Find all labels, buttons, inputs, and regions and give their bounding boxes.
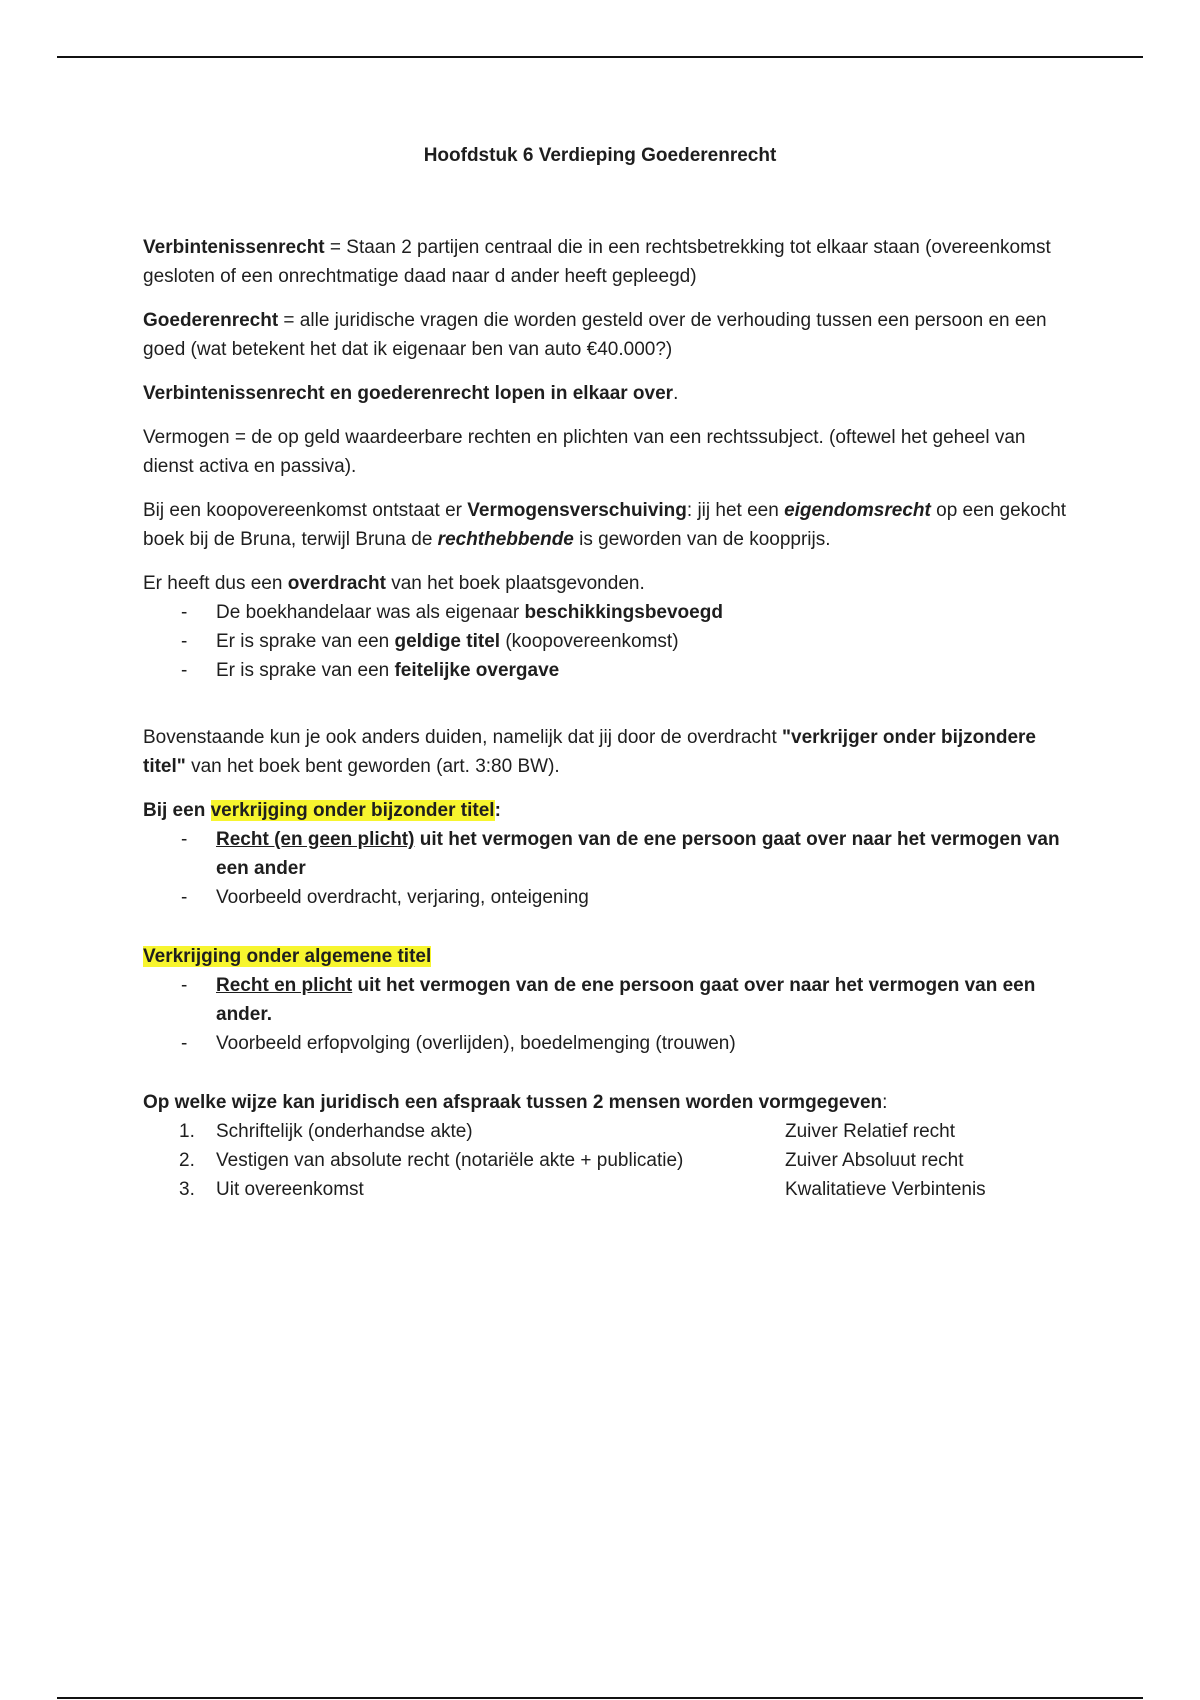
dash-marker: - <box>181 975 188 996</box>
list-item <box>143 1117 1073 1146</box>
text-run: Er heeft dus een <box>143 573 288 594</box>
section-heading <box>143 942 1073 971</box>
list-item <box>143 1146 1073 1175</box>
bottom-rule <box>57 1697 1143 1699</box>
paragraph-overlap <box>143 379 1073 408</box>
text-run: (koopovereenkomst) <box>500 631 679 652</box>
term-eigendomsrecht: eigendomsrecht <box>784 500 931 521</box>
term-goederenrecht: Goederenrecht <box>143 310 279 331</box>
section-heading <box>143 796 1073 825</box>
text-run: op een gekocht boek bij de Bruna, terwijl Bruna de <box>143 500 1067 550</box>
text-run: van het boek bent geworden (art. 3:80 BW). <box>185 756 560 777</box>
list-item <box>143 883 1073 912</box>
paragraph-vermogen: Vermogen = de op geld waardeerbare rechten en plichten van een rechtssubject. (oftewel het geheel van dienst activa en passiva). <box>143 427 1026 477</box>
overdracht-requirements-list <box>143 598 1073 685</box>
dash-marker: - <box>181 1033 188 1054</box>
text-run: Voorbeeld overdracht, verjaring, onteigening <box>216 887 589 908</box>
highlighted-term: verkrijging onder bijzonder titel <box>210 800 495 821</box>
term-verbintenissenrecht: Verbintenissenrecht <box>143 237 325 258</box>
paragraph-verbintenissenrecht <box>143 233 1073 291</box>
list-number: 2. <box>179 1150 195 1171</box>
punctuation: : <box>494 800 501 821</box>
list-item <box>143 627 1073 656</box>
punctuation: . <box>673 383 679 404</box>
list-item <box>143 825 1073 883</box>
section-heading <box>143 1088 1073 1117</box>
paragraph-goederenrecht <box>143 306 1073 364</box>
list-item <box>143 1175 1073 1204</box>
top-rule <box>57 56 1143 58</box>
item-left: Vestigen van absolute recht (notariële akte + publicatie) <box>216 1150 684 1171</box>
term-rechthebbende: rechthebbende <box>437 529 574 550</box>
section-algemene-titel <box>143 942 1073 1058</box>
term-overdracht: overdracht <box>287 573 386 594</box>
text-run: is geworden van de koopprijs. <box>573 529 831 550</box>
numbered-list <box>143 1117 1073 1204</box>
text-run: uit het vermogen van de ene persoon gaat over naar het vermogen van een ander. <box>216 975 1036 1025</box>
item-right: Zuiver Absoluut recht <box>785 1150 964 1171</box>
punctuation: : <box>882 1092 888 1113</box>
underlined-term: Recht (en geen plicht) <box>216 829 415 850</box>
term: geldige titel <box>394 631 501 652</box>
item-left: Uit overeenkomst <box>216 1179 364 1200</box>
paragraph-overdracht <box>143 569 1073 598</box>
dash-marker: - <box>181 829 188 850</box>
list-number: 1. <box>179 1121 195 1142</box>
question-heading: Op welke wijze kan juridisch een afspraak tussen 2 mensen worden vormgegeven <box>143 1092 883 1113</box>
text-run: uit het vermogen van de ene persoon gaat over naar het vermogen van een ander <box>216 829 1060 879</box>
dash-marker: - <box>181 660 188 681</box>
dash-marker: - <box>181 887 188 908</box>
term-vermogensverschuiving: Vermogensverschuiving <box>467 500 687 521</box>
document-body <box>143 233 1073 1204</box>
list-number: 3. <box>179 1179 195 1200</box>
text-run: Bij een koopovereenkomst ontstaat er <box>143 500 468 521</box>
definition-text: = Staan 2 partijen centraal die in een rechtsbetrekking tot elkaar staan (overeenkomst gesloten of een onrechtmatige daad naar d ander heeft gepleegd) <box>143 237 1051 287</box>
term: beschikkingsbevoegd <box>524 602 723 623</box>
text-run: De boekhandelaar was als eigenaar <box>216 602 525 623</box>
definition-text: = alle juridische vragen die worden gesteld over de verhouding tussen een persoon en een goed (wat betekent het dat ik eigenaar ben van auto €40.000?) <box>143 310 1047 360</box>
text-run: Er is sprake van een <box>216 660 395 681</box>
paragraph-koopovereenkomst <box>143 496 1073 554</box>
overlap-statement: Verbintenissenrecht en goederenrecht lopen in elkaar over <box>143 383 674 404</box>
section-vormgeving <box>143 1088 1073 1204</box>
section-bijzondere-titel <box>143 796 1073 912</box>
dash-marker: - <box>181 631 188 652</box>
underlined-term: Recht en plicht <box>216 975 353 996</box>
section-list <box>143 825 1073 912</box>
document-title: Hoofdstuk 6 Verdieping Goederenrecht <box>423 145 777 166</box>
list-item <box>143 598 1073 627</box>
text-run: van het boek plaatsgevonden. <box>385 573 645 594</box>
item-right: Zuiver Relatief recht <box>785 1121 956 1142</box>
dash-marker: - <box>181 602 188 623</box>
list-item <box>143 1029 1073 1058</box>
term-verkrijger-bijzondere-titel: "verkrijger onder bijzondere titel" <box>143 727 1036 777</box>
section-list <box>143 971 1073 1058</box>
text-run: Bovenstaande kun je ook anders duiden, namelijk dat jij door de overdracht <box>143 727 783 748</box>
item-left: Schriftelijk (onderhandse akte) <box>216 1121 473 1142</box>
term: feitelijke overgave <box>394 660 560 681</box>
paragraph-bijzondere-titel <box>143 723 1073 781</box>
list-item <box>143 971 1073 1029</box>
text-run: : jij het een <box>686 500 785 521</box>
text-run: Bij een <box>143 800 211 821</box>
text-run: Er is sprake van een <box>216 631 395 652</box>
text-run: Voorbeeld erfopvolging (overlijden), boedelmenging (trouwen) <box>216 1033 736 1054</box>
item-right: Kwalitatieve Verbintenis <box>785 1179 986 1200</box>
list-item <box>143 656 1073 685</box>
highlighted-term: Verkrijging onder algemene titel <box>143 946 432 967</box>
